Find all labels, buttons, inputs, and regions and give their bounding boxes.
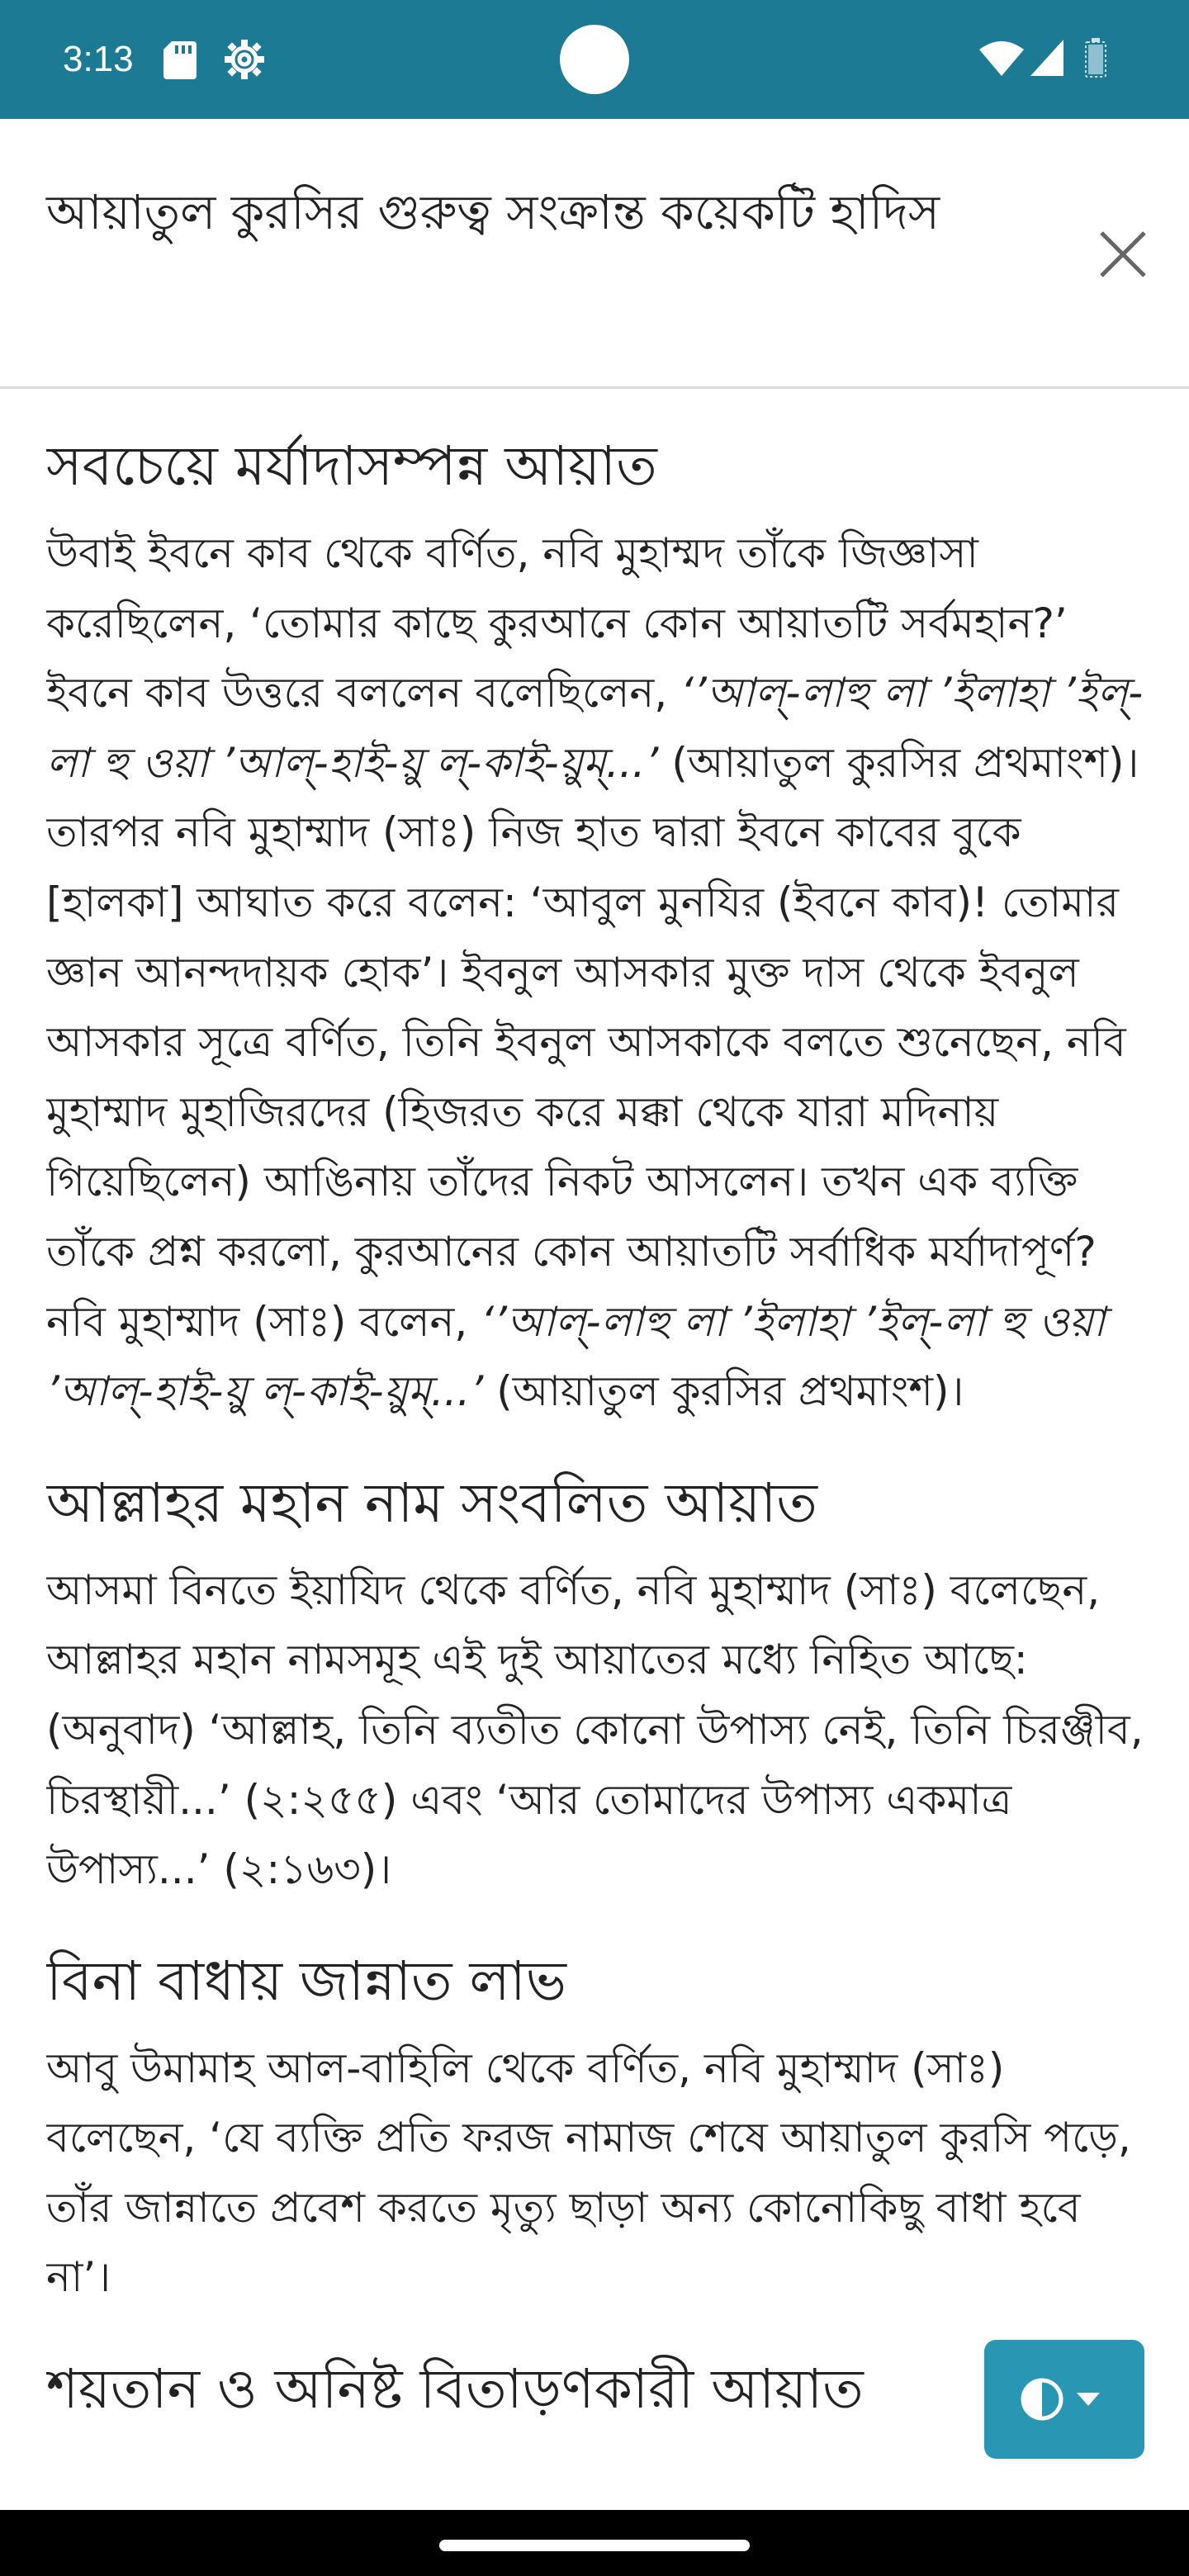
theme-toggle-button[interactable] xyxy=(984,2340,1144,2459)
verse-quote: ‘’আল্‌-লাহু লা ’ইলাহা ’ইল্‌-লা হু ওয়া ’আল্‌-হাই-য়ু ল্‌-কাই-য়ুম্‌...’ xyxy=(46,669,1144,787)
dialog-content xyxy=(46,429,1144,2518)
sd-card-icon xyxy=(163,41,197,79)
dialog-title: আয়াতুল কুরসির গুরুত্ব সংক্রান্ত কয়েকটি হাদিস xyxy=(46,184,940,240)
home-gesture-handle[interactable] xyxy=(439,2540,750,2551)
status-time: 3:13 xyxy=(63,39,134,79)
section-paragraph xyxy=(46,519,1144,1427)
paragraph-text: (আয়াতুল কুরসির প্রথমাংশ)। তারপর নবি মুহাম্মাদ (সাঃ) নিজ হাত দ্বারা ইবনে কাবের বুকে [হালকা] আঘাত করে বলেন: ‘আবুল মুনযির (ইবনে কাব)! তোমার জ্ঞান আনন্দদায়ক হোক’। ইবনুল আসকার মুক্ত দাস থেকে ইবনুল আসকার সূত্রে বর্ণিত, তিনি ইবনুল আসকাকে বলতে শুনেছেন, নবি মুহাম্মাদ মুহাজিরদের (হিজরত করে মক্কা থেকে যারা মদিনায় গিয়েছিলেন) আঙিনায় তাঁদের নিকট আসলেন। তখন এক ব্যক্তি তাঁকে প্রশ্ন করলো, কুরআনের কোন আয়াতটি সর্বাধিক মর্যাদাপূর্ণ? নবি মুহাম্মাদ (সাঃ) বলেন, xyxy=(46,738,1139,1346)
dialog-header xyxy=(0,119,1189,389)
caret-down-icon xyxy=(1077,2393,1100,2406)
navigation-bar xyxy=(0,2510,1189,2576)
signal-icon xyxy=(1030,40,1063,76)
section-heading: আল্লাহর মহান নাম সংবলিত আয়াত xyxy=(46,1470,817,1535)
camera-cutout xyxy=(560,25,629,94)
battery-icon xyxy=(1085,38,1106,78)
contrast-icon xyxy=(1021,2376,1111,2422)
paragraph-text: (আয়াতুল কুরসির প্রথমাংশ)। xyxy=(483,1367,964,1416)
gear-icon xyxy=(223,38,266,81)
verse-quote: ‘’আল্‌-লাহু লা ’ইলাহা ’ইল্‌-লা হু ওয়া ’আল্‌-হাই-য়ু ল্‌-কাই-য়ুম্‌...’ xyxy=(46,1297,1106,1416)
paragraph-text: উবাই ইবনে কাব থেকে বর্ণিত, নবি মুহাম্মদ তাঁকে জিজ্ঞাসা করেছিলেন, ‘তোমার কাছে কুরআনে কোন আয়াতটি সর্বমহান?’ ইবনে কাব উত্তরে বললেন বলেছিলেন, xyxy=(46,529,1068,717)
section-heading: বিনা বাধায় জান্নাত লাভ xyxy=(46,1949,566,2013)
wifi-icon xyxy=(979,41,1024,76)
section-heading: শয়তান ও অনিষ্ট বিতাড়ণকারী আয়াত xyxy=(46,2357,864,2422)
section-paragraph: আবু উমামাহ আল-বাহিলি থেকে বর্ণিত, নবি মুহাম্মাদ (সাঃ) বলেছেন, ‘যে ব্যক্তি প্রতি ফরজ নামাজ শেষে আয়াতুল কুরসি পড়ে, তাঁর জান্নাতে প্রবেশ করতে মৃত্যু ছাড়া অন্য কোনোকিছু বাধা হবে না’। xyxy=(46,2043,1131,2302)
close-icon[interactable] xyxy=(1090,221,1156,287)
status-bar xyxy=(0,0,1189,119)
section-heading: সবচেয়ে মর্যাদাসম্পন্ন আয়াত xyxy=(46,434,657,498)
section-paragraph: আসমা বিনতে ইয়াযিদ থেকে বর্ণিত, নবি মুহাম্মাদ (সাঃ) বলেছেন, আল্লাহর মহান নামসমূহ এই দুই আয়াতের মধ্যে নিহিত আছে: (অনুবাদ) ‘আল্লাহ, তিনি ব্যতীত কোনো উপাস্য নেই, তিনি চিরঞ্জীব, চিরস্থায়ী...’ (২:২৫৫) এবং ‘আর তোমাদের উপাস্য একমাত্র উপাস্য...’ (২:১৬৩)। xyxy=(46,1565,1144,1894)
